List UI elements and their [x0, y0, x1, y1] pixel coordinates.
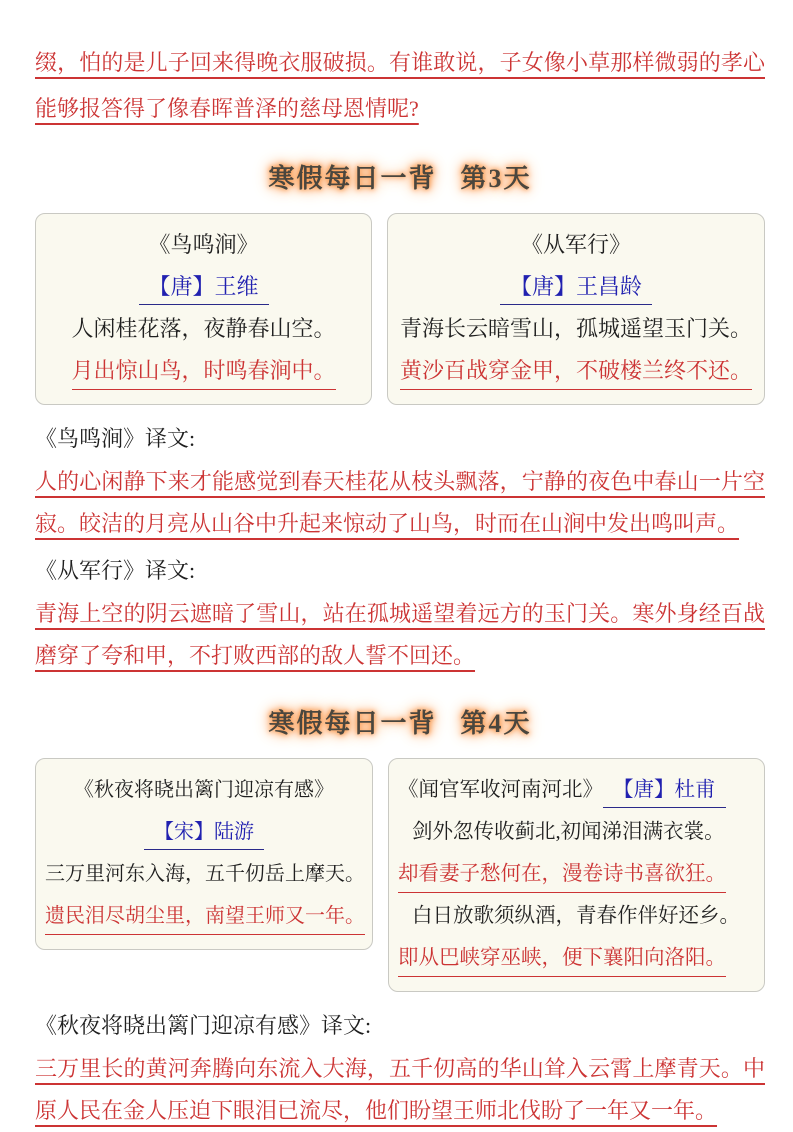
poem-line-highlighted: 即从巴峡穿巫峡，便下襄阳向洛阳。	[398, 942, 726, 977]
poem-title: 《从军行》	[521, 232, 632, 257]
poem-line: 人闲桂花落，夜静春山空。	[71, 316, 336, 341]
day3-section	[35, 158, 765, 677]
poem-title: 《秋夜将晓出篱门迎凉有感》	[74, 779, 334, 801]
day3-header	[35, 158, 765, 195]
poem-title: 《鸟鸣涧》	[148, 232, 259, 257]
poem-line-highlighted: 却看妻子愁何在，漫卷诗书喜欲狂。	[398, 858, 726, 893]
intro-translation-text: 缀，怕的是儿子回来得晚衣服破损。有谁敢说，子女像小草那样微弱的孝心能够报答得了像春晖普泽的慈母恩情呢?	[35, 50, 765, 121]
poem-line: 白日放歌须纵酒，青春作伴好还乡。	[412, 905, 740, 927]
poem-line-highlighted: 黄沙百战穿金甲，不破楼兰终不还。	[400, 355, 752, 390]
poem-card-qiuye	[35, 758, 373, 950]
day4-header-title: 寒假每日一背	[268, 709, 437, 738]
poem-title: 《闻官军收河南河北》	[398, 779, 603, 801]
day4-header	[35, 703, 765, 740]
poem-line-highlighted: 月出惊山鸟，时鸣春涧中。	[72, 355, 336, 390]
translation-label: 《秋夜将晓出篱门迎凉有感》译文:	[35, 1013, 372, 1038]
day4-poem-cards	[35, 758, 765, 992]
translation-label: 《鸟鸣涧》译文:	[35, 426, 196, 451]
day4-section	[35, 703, 765, 1132]
poem-author: 【宋】陆游	[144, 817, 264, 850]
translation-qiuye	[35, 1006, 765, 1132]
translation-text: 青海上空的阴云遮暗了雪山，站在孤城遥望着远方的玉门关。寒外身经百战磨穿了夸和甲，不打败西部的敌人誓不回还。	[35, 601, 765, 668]
day3-header-day: 第3天	[460, 164, 532, 193]
poem-card-wenguanjun	[388, 758, 765, 992]
translation-niaomingjian	[35, 419, 765, 545]
intro-translation	[35, 40, 765, 132]
translation-congjunxing	[35, 551, 765, 677]
day4-header-day: 第4天	[460, 709, 532, 738]
poem-line-highlighted: 遗民泪尽胡尘里，南望王师又一年。	[45, 900, 365, 935]
poem-author: 【唐】杜甫	[603, 775, 726, 808]
poem-line: 青海长云暗雪山，孤城遥望玉门关。	[400, 316, 753, 341]
poem-author: 【唐】王昌龄	[500, 272, 652, 305]
translation-label: 《从军行》译文:	[35, 558, 196, 583]
poem-line: 三万里河东入海，五千仞岳上摩天。	[45, 863, 365, 885]
day3-poem-cards	[35, 213, 765, 405]
poem-card-niaomingjian	[35, 213, 372, 405]
poem-author: 【唐】王维	[139, 272, 269, 305]
day3-header-title: 寒假每日一背	[268, 164, 437, 193]
translation-text: 人的心闲静下来才能感觉到春天桂花从枝头飘落，宁静的夜色中春山一片空寂。皎洁的月亮从山谷中升起来惊动了山鸟，时而在山涧中发出鸣叫声。	[35, 469, 765, 536]
poem-line: 剑外忽传收蓟北,初闻涕泪满衣裳。	[412, 821, 725, 843]
poem-card-congjunxing	[387, 213, 765, 405]
translation-text: 三万里长的黄河奔腾向东流入大海，五千仞高的华山耸入云霄上摩青天。中原人民在金人压迫下眼泪已流尽，他们盼望王师北伐盼了一年又一年。	[35, 1056, 765, 1123]
